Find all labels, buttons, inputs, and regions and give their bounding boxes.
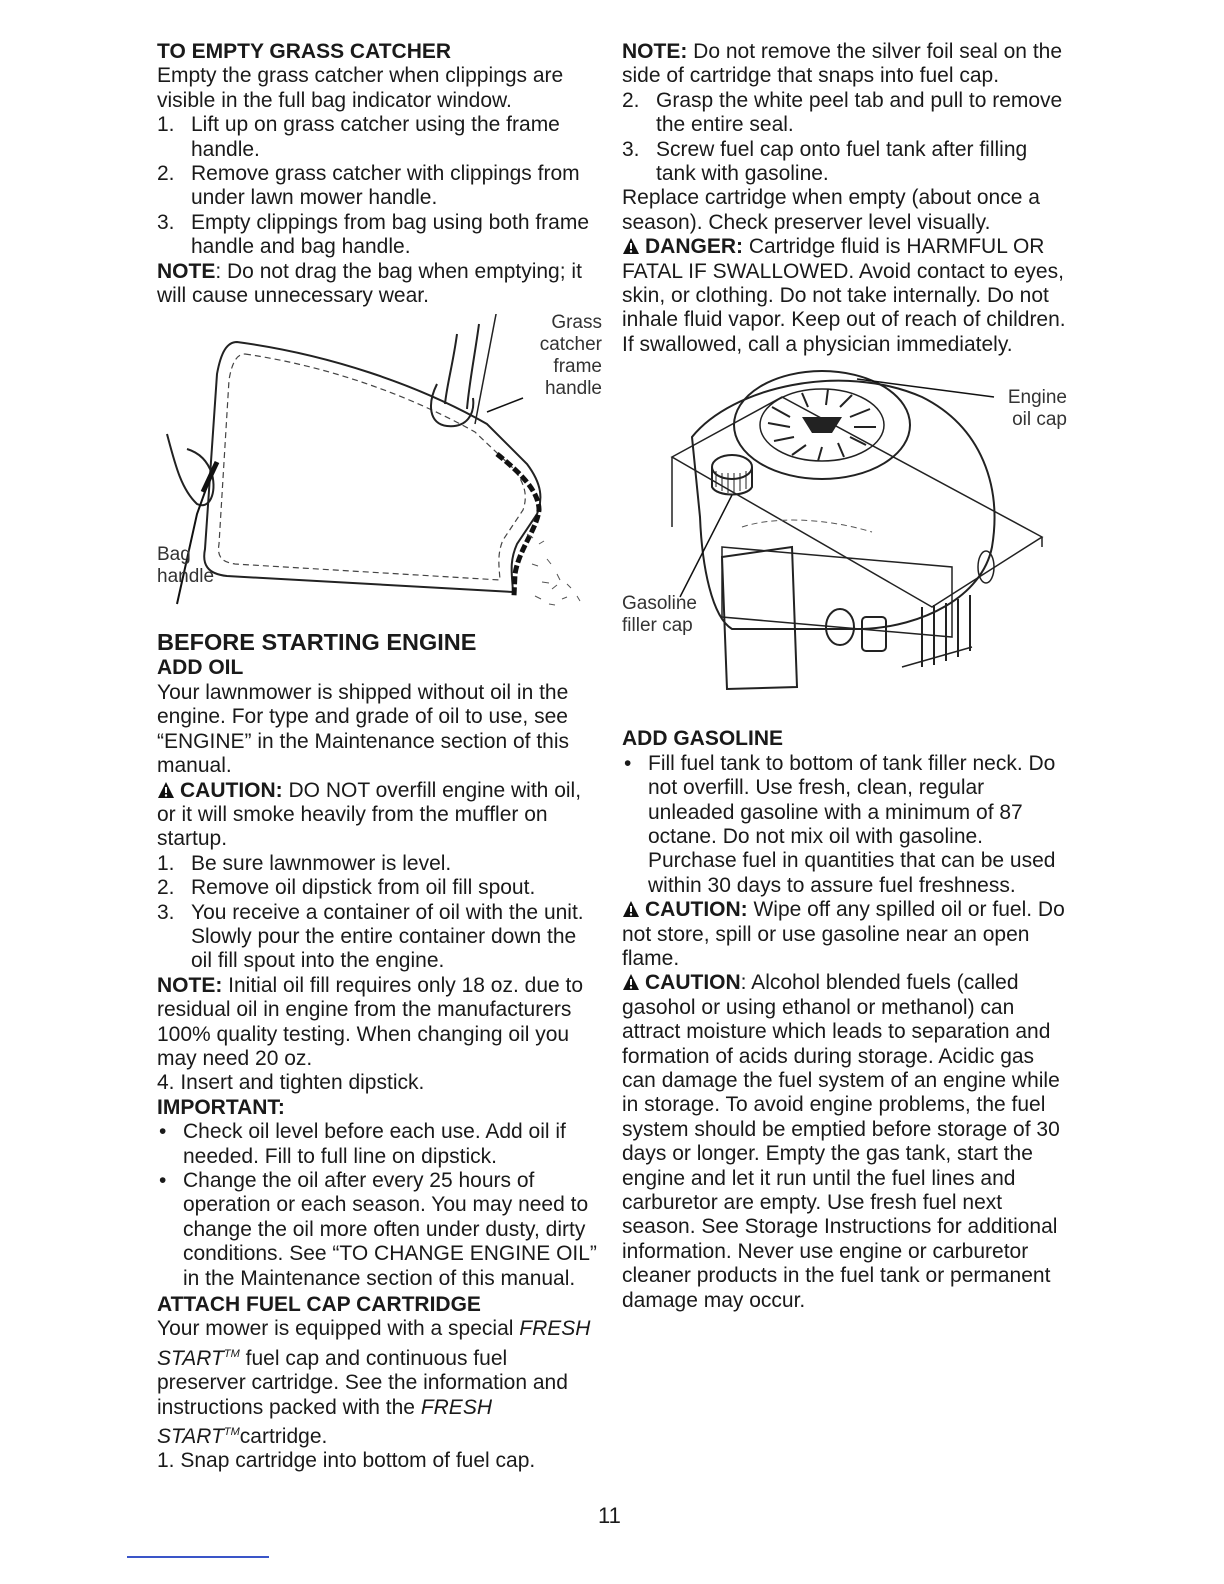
bag-handle-label: Bag handle xyxy=(157,544,215,588)
empty-intro: Empty the grass catcher when clippings are visible in the full bag indicator window. xyxy=(157,64,564,112)
add-gasoline-heading: ADD GASOLINE xyxy=(622,727,784,751)
list-item: 2. Remove grass catcher with clippings from under lawn mower handle. xyxy=(157,162,580,210)
add-gasoline-list xyxy=(622,752,1067,898)
left-column xyxy=(157,40,602,1474)
oil-step-4: 4. Insert and tighten dipstick. xyxy=(157,1071,425,1095)
warning-icon xyxy=(622,900,640,918)
gasoline-filler-cap-label: Gasoline filler cap xyxy=(622,593,697,637)
cartridge-steps-list xyxy=(622,89,1067,187)
engine-figure xyxy=(622,367,1067,723)
oil-note: NOTE: Initial oil fill requires only 18 oz. due to residual oil in engine from the manufacturers 100% quality testing. When changing oil you may need 20 oz. xyxy=(157,973,584,1070)
attach-step-1: 1. Snap cartridge into bottom of fuel cap. xyxy=(157,1449,536,1473)
oil-steps-list xyxy=(157,852,597,974)
replace-cartridge-text: Replace cartridge when empty (about once a season). Check preserver level visually. xyxy=(622,186,1040,234)
warning-icon xyxy=(157,781,175,799)
list-item: 2. Grasp the white peel tab and pull to remove the entire seal. xyxy=(622,88,1063,137)
attach-fuel-cap-heading: ATTACH FUEL CAP CARTRIDGE xyxy=(157,1293,481,1317)
empty-grass-catcher-heading: TO EMPTY GRASS CATCHER xyxy=(157,40,452,63)
add-oil-intro: Your lawnmower is shipped without oil in the engine. For type and grade of oil to use, see “ENGINE” in the Maintenance section of this manual. xyxy=(157,680,570,778)
add-oil-heading: ADD OIL xyxy=(157,656,244,680)
list-item: 2. Remove oil dipstick from oil fill spout. xyxy=(157,876,536,900)
grass-catcher-figure xyxy=(157,312,602,614)
list-item: 3. Empty clippings from bag using both frame handle and bag handle. xyxy=(157,210,590,259)
gasoline-caution-1: CAUTION: Wipe off any spilled oil or fuel. Do not store, spill or use gasoline near an open flame. xyxy=(622,898,1065,970)
attach-intro: Your mower is equipped with a special FRESH START™ fuel cap and continuous fuel preserver cartridge. See the information and instructions packed with the FRESH START™cartridge. xyxy=(157,1317,591,1449)
engine-oil-cap-label: Engine oil cap xyxy=(1007,387,1067,431)
list-item: 1. Be sure lawnmower is level. xyxy=(157,851,452,875)
warning-icon xyxy=(622,973,640,991)
important-list xyxy=(157,1120,597,1291)
warning-icon xyxy=(622,237,640,255)
page-number: 11 xyxy=(598,1503,621,1528)
list-item: 1. Lift up on grass catcher using the frame handle. xyxy=(157,113,560,161)
list-item: 3. Screw fuel cap onto fuel tank after filling tank with gasoline. xyxy=(622,137,1028,186)
oil-caution: CAUTION: DO NOT overfill engine with oil, or it will smoke heavily from the muffler on startup. xyxy=(157,778,582,851)
important-label: IMPORTANT: xyxy=(157,1095,285,1119)
list-item: 3. You receive a container of oil with the unit. Slowly pour the entire container down the oil fill spout into the engine. xyxy=(157,900,584,973)
gasoline-caution-2: CAUTION: Alcohol blended fuels (called gasohol or using ethanol or methanol) can attract moisture which leads to separation and formation of acids during storage. Acidic gas can damage the fuel system of an engine while in storage. To avoid engine problems, the fuel system should be emptied before storage of 30 days or longer. Empty the gas tank, start the engine and let it run until the fuel lines and carburetor are empty. Use fresh fuel next season. See Storage Instructions for additional information. Never use engine or carburetor cleaner products in the fuel tank or permanent damage may occur. xyxy=(622,971,1060,1312)
empty-steps-list xyxy=(157,113,597,259)
right-column xyxy=(622,40,1067,1313)
frame-handle-label: Grass catcher frame handle xyxy=(539,312,602,400)
before-starting-engine-heading: BEFORE STARTING ENGINE xyxy=(157,629,477,656)
cartridge-note: NOTE: Do not remove the silver foil seal on the side of cartridge that snaps into fuel cap. xyxy=(622,40,1063,88)
empty-note: NOTE: Do not drag the bag when emptying; it will cause unnecessary wear. xyxy=(157,259,582,308)
list-item: • Fill fuel tank to bottom of tank filler neck. Do not overfill. Use fresh, clean, regular unleaded gasoline with a minimum of 87 octane. Do not mix oil with gasoline. Purchase fuel in quantities that can be used within 30 days to assure fuel freshness. xyxy=(624,751,1056,897)
list-item: • Change the oil after every 25 hours of operation or each season. You may need to change the oil more often under dusty, dirty conditions. See “TO CHANGE ENGINE OIL” in the Maintenance section of this manual. xyxy=(159,1169,597,1290)
footer-rule xyxy=(127,1556,269,1558)
list-item: • Check oil level before each use. Add oil if needed. Fill to full line on dipstick. xyxy=(159,1120,566,1168)
danger-warning: DANGER: Cartridge fluid is HARMFUL OR FATAL IF SWALLOWED. Avoid contact to eyes, skin, or clothing. Do not take internally. Do not inhale fluid vapor. Keep out of reach of children. If swallowed, call a physician immediately. xyxy=(622,235,1066,356)
